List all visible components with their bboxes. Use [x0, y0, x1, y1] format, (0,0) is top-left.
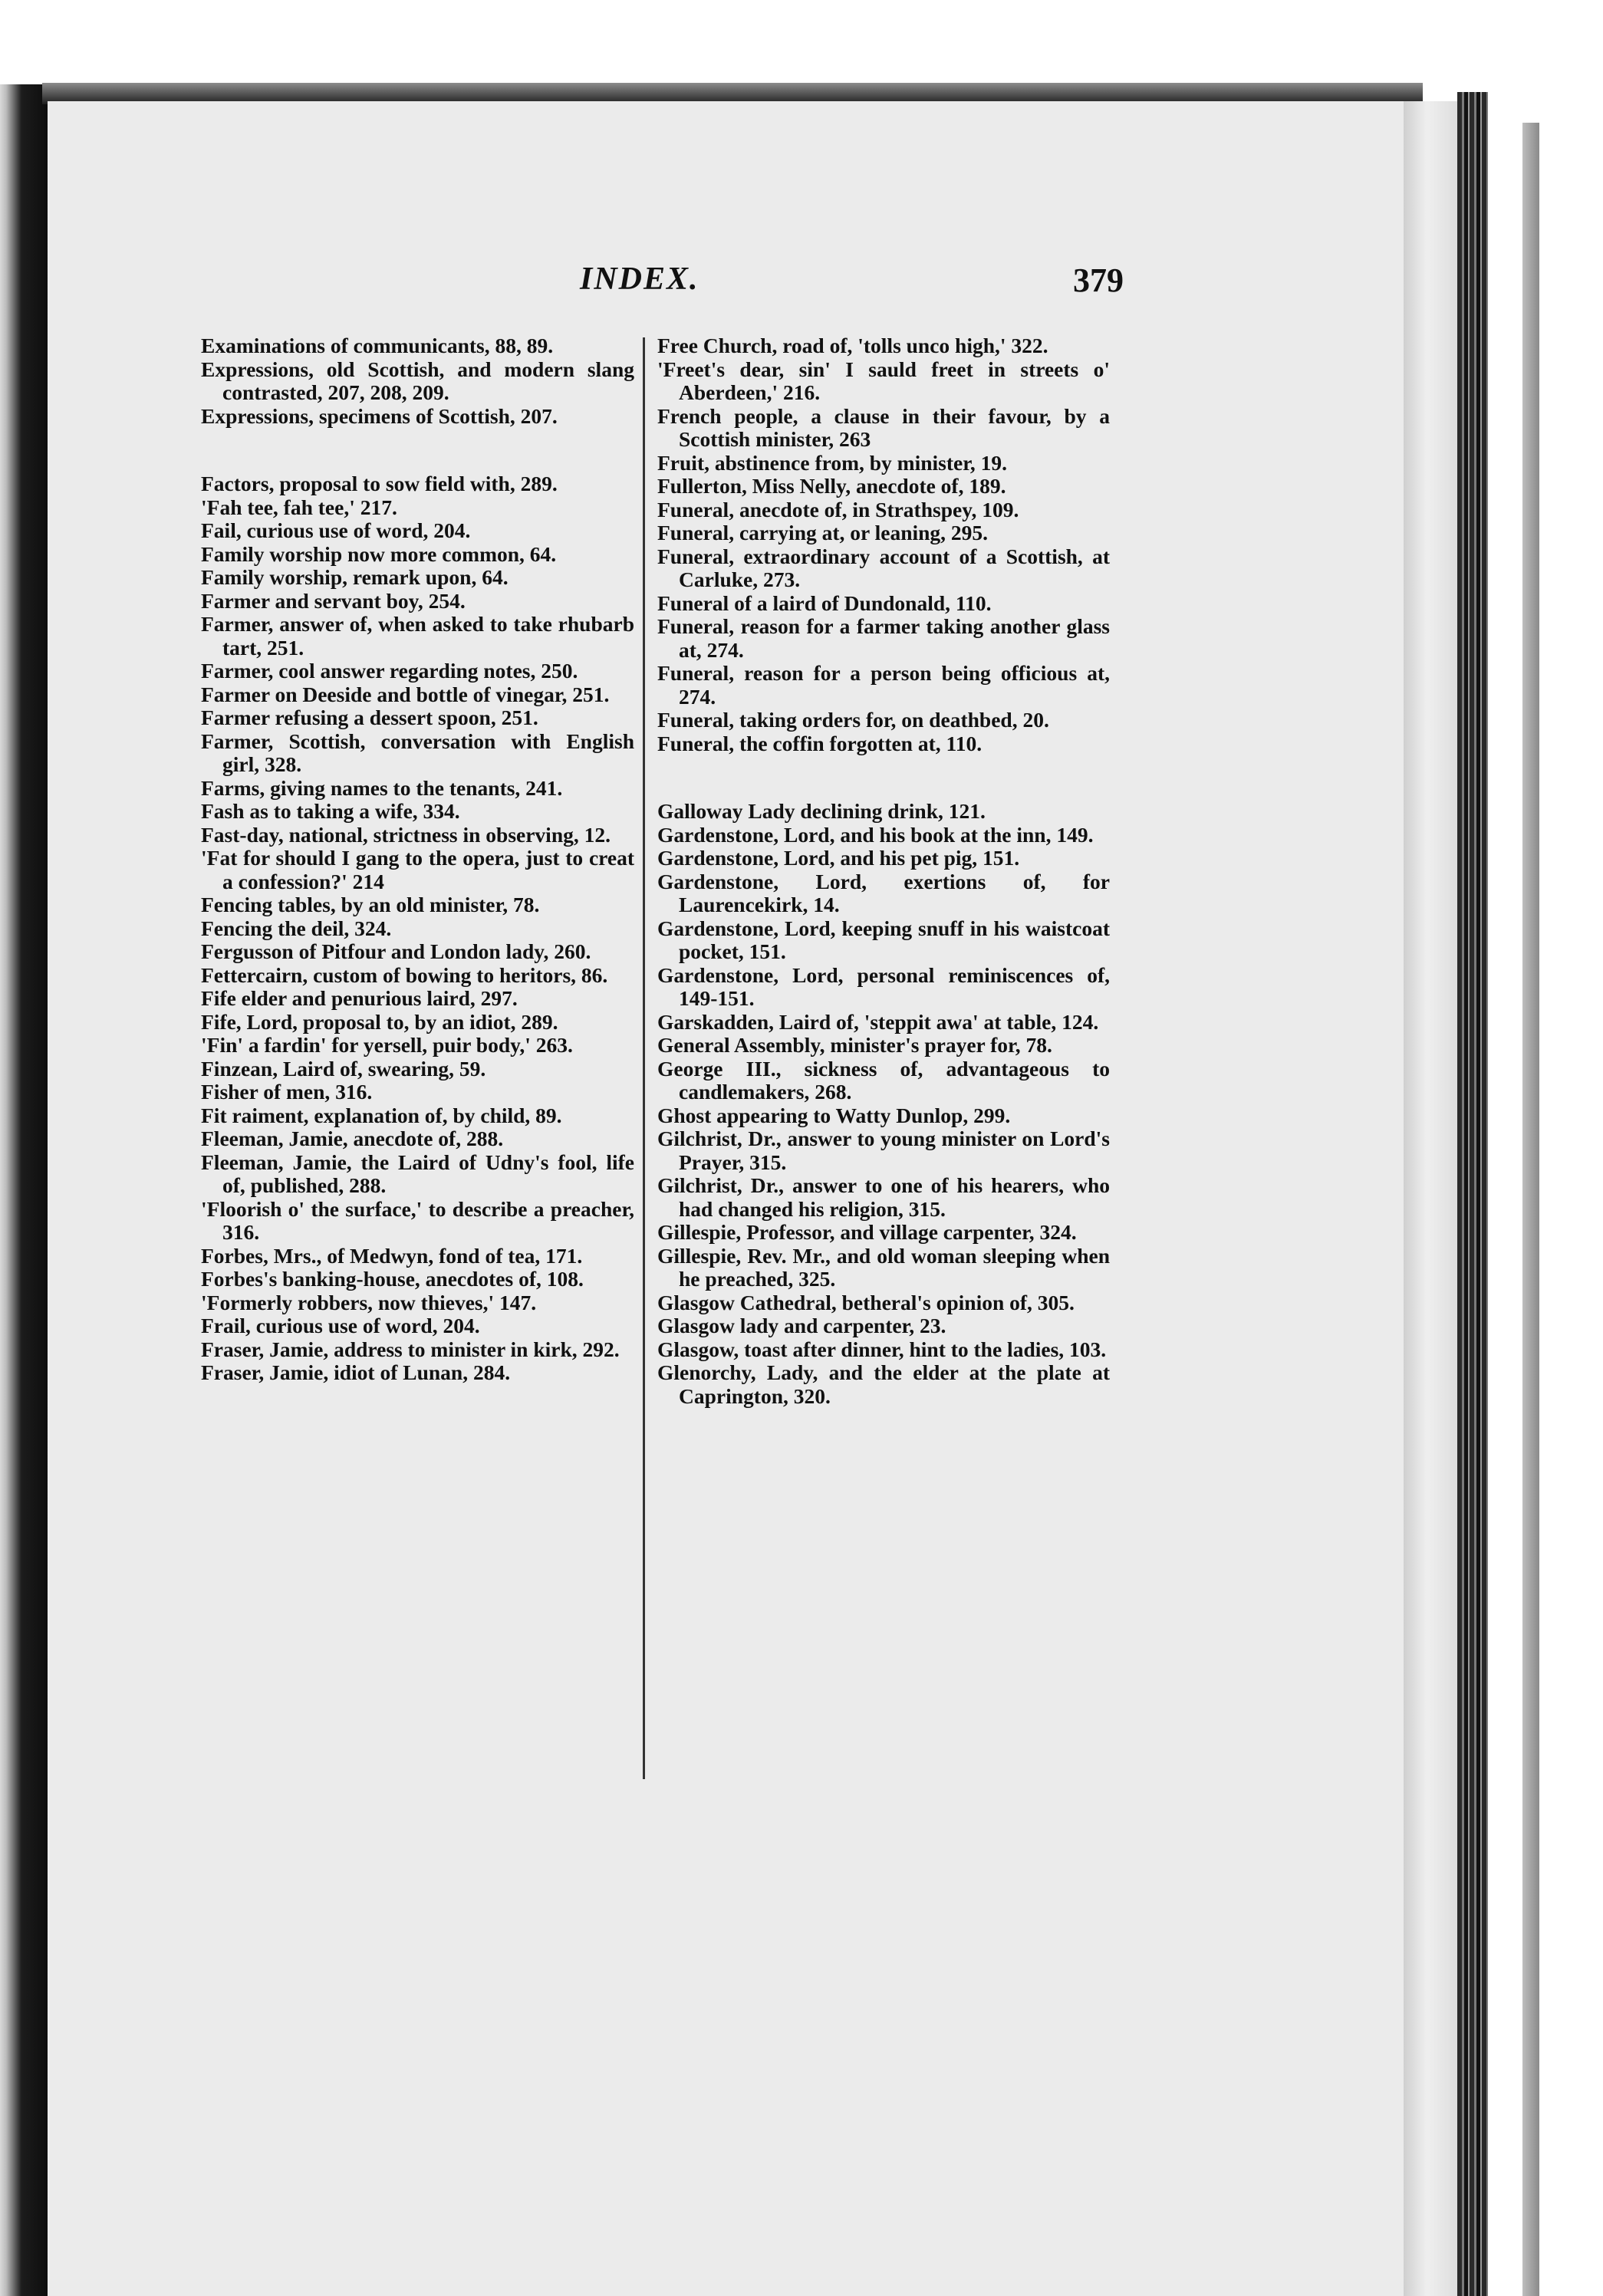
index-entry: Fleeman, Jamie, anecdote of, 288.: [201, 1127, 504, 1150]
index-entry: Glasgow, toast after dinner, hint to the ladies, 103.: [657, 1337, 1107, 1361]
index-entry: Fullerton, Miss Nelly, anecdote of, 189.: [657, 474, 1006, 498]
running-header: INDEX.: [580, 262, 699, 297]
index-entry: Fash as to taking a wife, 334.: [201, 799, 460, 823]
index-entry: Fast-day, national, strictness in observing, 12.: [201, 822, 611, 847]
index-entry: Expressions, specimens of Scottish, 207.: [201, 403, 558, 428]
index-entry: 'Formerly robbers, now thieves,' 147.: [201, 1290, 537, 1314]
index-entry: Glenorchy, Lady, and the elder at the plate at Caprington, 320.: [657, 1360, 1110, 1408]
book-spine-edge: [1522, 123, 1539, 2296]
index-entry: Free Church, road of, 'tolls unco high,' 322.: [657, 334, 1048, 357]
index-entry: Funeral, the coffin forgotten at, 110.: [657, 731, 983, 755]
index-entry: Gardenstone, Lord, and his book at the inn, 149.: [657, 822, 1094, 847]
index-entry: 'Freet's dear, sin' I sauld freet in streets o' Aberdeen,' 216.: [657, 357, 1110, 404]
index-entry: Gilchrist, Dr., answer to young minister on Lord's Prayer, 315.: [657, 1127, 1110, 1174]
index-column-left: [201, 334, 634, 1385]
index-entry: 'Fah tee, fah tee,' 217.: [201, 495, 397, 519]
index-entry: George III., sickness of, advantageous to candlemakers, 268.: [657, 1056, 1110, 1104]
index-entry: Gardenstone, Lord, personal reminiscences of, 149-151.: [657, 962, 1110, 1010]
index-entry: Glasgow lady and carpenter, 23.: [657, 1314, 946, 1337]
index-entry: Fettercairn, custom of bowing to heritors, 86.: [201, 962, 608, 987]
column-divider: [643, 337, 645, 1779]
page-edge: [1404, 101, 1461, 2296]
index-entry: Funeral, reason for a farmer taking another glass at, 274.: [657, 614, 1110, 662]
index-entry: Frail, curious use of word, 204.: [201, 1314, 480, 1337]
index-entry: Fife elder and penurious laird, 297.: [201, 986, 518, 1010]
index-entry: Funeral of a laird of Dundonald, 110.: [657, 590, 992, 615]
index-entry: Fail, curious use of word, 204.: [201, 518, 471, 542]
index-entry: Garskadden, Laird of, 'steppit awa' at table, 124.: [657, 1009, 1099, 1034]
index-entry: Family worship now more common, 64.: [201, 541, 557, 566]
index-entry: Glasgow Cathedral, betheral's opinion of, 305.: [657, 1290, 1075, 1314]
index-entry: Farmer and servant boy, 254.: [201, 588, 466, 613]
index-entry: Expressions, old Scottish, and modern slang contrasted, 207, 208, 209.: [201, 357, 634, 404]
index-entry: Fraser, Jamie, address to minister in kirk, 292.: [201, 1337, 620, 1361]
index-entry: Fencing tables, by an old minister, 78.: [201, 893, 540, 916]
index-entry: 'Fat for should I gang to the opera, just to creat a confession?' 214: [201, 846, 634, 893]
index-entry: Fruit, abstinence from, by minister, 19.: [657, 450, 1008, 475]
page-number: 379: [1073, 262, 1124, 299]
index-entry: Funeral, taking orders for, on deathbed, 20.: [657, 708, 1049, 732]
index-entry: General Assembly, minister's prayer for, 78.: [657, 1033, 1052, 1057]
index-entry: Fergusson of Pitfour and London lady, 260.: [201, 939, 591, 963]
index-entry: Fisher of men, 316.: [201, 1080, 373, 1104]
index-entry: Galloway Lady declining drink, 121.: [657, 799, 986, 823]
index-entry: Family worship, remark upon, 64.: [201, 565, 509, 589]
index-entry: Funeral, extraordinary account of a Scottish, at Carluke, 273.: [657, 544, 1110, 591]
right-margin: [1488, 0, 1603, 2296]
index-entry: Gardenstone, Lord, and his pet pig, 151.: [657, 846, 1020, 870]
scan-frame-left: [0, 84, 48, 2296]
index-entry: Farms, giving names to the tenants, 241.: [201, 775, 563, 800]
index-column-right: [657, 334, 1110, 1408]
index-entry: Forbes, Mrs., of Medwyn, fond of tea, 171.: [201, 1243, 583, 1268]
index-entry: Gilchrist, Dr., answer to one of his hearers, who had changed his religion, 315.: [657, 1173, 1110, 1221]
index-entry: Farmer, cool answer regarding notes, 250.: [201, 659, 578, 683]
index-entry: 'Fin' a fardin' for yersell, puir body,' 263.: [201, 1033, 573, 1057]
index-entry: Fraser, Jamie, idiot of Lunan, 284.: [201, 1360, 511, 1384]
index-entry: Gillespie, Professor, and village carpenter, 324.: [657, 1220, 1077, 1244]
index-entry: Funeral, anecdote of, in Strathspey, 109.: [657, 497, 1019, 521]
index-entry: Farmer refusing a dessert spoon, 251.: [201, 706, 538, 729]
index-entry: French people, a clause in their favour, by a Scottish minister, 263: [657, 403, 1110, 451]
index-entry: Fleeman, Jamie, the Laird of Udny's fool, life of, published, 288.: [201, 1150, 634, 1197]
index-entry: Fencing the deil, 324.: [201, 916, 392, 940]
index-entry: Farmer on Deeside and bottle of vinegar, 251.: [201, 682, 610, 706]
index-entry: Funeral, reason for a person being officious at, 274.: [657, 661, 1110, 709]
index-entry: Factors, proposal to sow field with, 289.: [201, 472, 558, 495]
index-entry: Ghost appearing to Watty Dunlop, 299.: [657, 1103, 1011, 1127]
index-entry: Gardenstone, Lord, exertions of, for Laurencekirk, 14.: [657, 869, 1110, 916]
index-entry: Finzean, Laird of, swearing, 59.: [201, 1056, 486, 1081]
index-entry: 'Floorish o' the surface,' to describe a preacher, 316.: [201, 1196, 634, 1244]
index-entry: Farmer, answer of, when asked to take rhubarb tart, 251.: [201, 612, 634, 660]
index-entry: Gillespie, Rev. Mr., and old woman sleeping when he preached, 325.: [657, 1243, 1110, 1291]
index-entry: Forbes's banking-house, anecdotes of, 108.: [201, 1267, 584, 1291]
index-entry: Fife, Lord, proposal to, by an idiot, 289.: [201, 1009, 558, 1034]
index-entry: Gardenstone, Lord, keeping snuff in his waistcoat pocket, 151.: [657, 916, 1110, 963]
index-entry: Funeral, carrying at, or leaning, 295.: [657, 521, 989, 544]
index-entry: Farmer, Scottish, conversation with English girl, 328.: [201, 729, 634, 776]
index-entry: Examinations of communicants, 88, 89.: [201, 334, 554, 357]
index-entry: Fit raiment, explanation of, by child, 89.: [201, 1103, 562, 1127]
book-binding: [1457, 92, 1488, 2296]
